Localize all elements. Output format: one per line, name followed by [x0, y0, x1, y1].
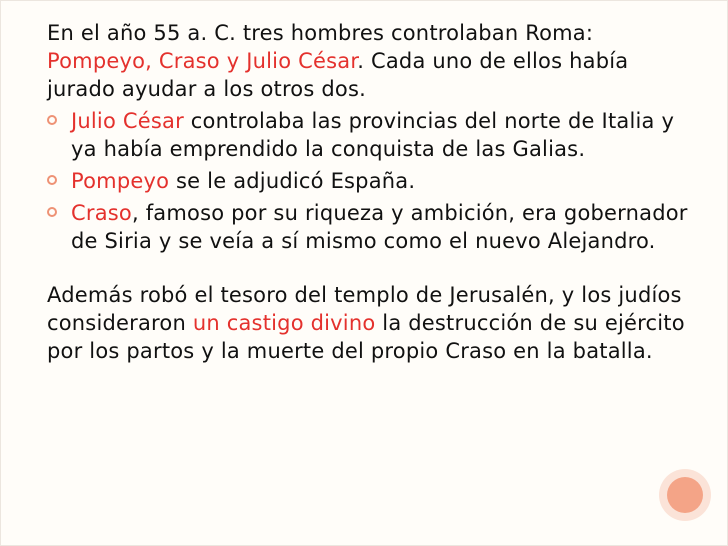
conclusion-paragraph [47, 281, 697, 365]
bullet-text: se le adjudicó España. [169, 169, 416, 193]
decorative-circle-inner [667, 477, 703, 513]
conclusion-text-2: la destrucción de su ejército por los partos y la muerte del propio Craso en la batalla. [47, 311, 685, 363]
bullet-circle-icon [47, 115, 57, 125]
conclusion-text-1: Además robó el tesoro del templo de Jerusalén, y los judíos consideraron [47, 283, 682, 335]
bullet-item-pompeyo [47, 167, 697, 195]
bullet-text: , famoso por su riqueza y ambición, era gobernador de Siria y se veía a sí mismo como el nuevo Alejandro. [71, 201, 688, 253]
bullet-circle-icon [47, 207, 57, 217]
bullet-highlight: Pompeyo [71, 169, 170, 193]
bullet-list [47, 107, 697, 255]
intro-text-1: En el año 55 a. C. tres hombres controlaban Roma: [47, 21, 594, 45]
conclusion-highlight: un castigo divino [192, 311, 376, 335]
bullet-item-julio-cesar [47, 107, 697, 163]
intro-highlight: Pompeyo, Craso y Julio César [47, 49, 358, 73]
intro-paragraph [47, 19, 697, 103]
bullet-text: controlaba las provincias del norte de Italia y ya había emprendido la conquista de las Galias. [71, 109, 675, 161]
bullet-circle-icon [47, 175, 57, 185]
bullet-highlight: Craso [71, 201, 132, 225]
slide-content [47, 19, 697, 365]
bullet-item-craso [47, 199, 697, 255]
intro-text-2: . Cada uno de ellos había jurado ayudar a los otros dos. [47, 49, 629, 101]
bullet-highlight: Julio César [71, 109, 184, 133]
